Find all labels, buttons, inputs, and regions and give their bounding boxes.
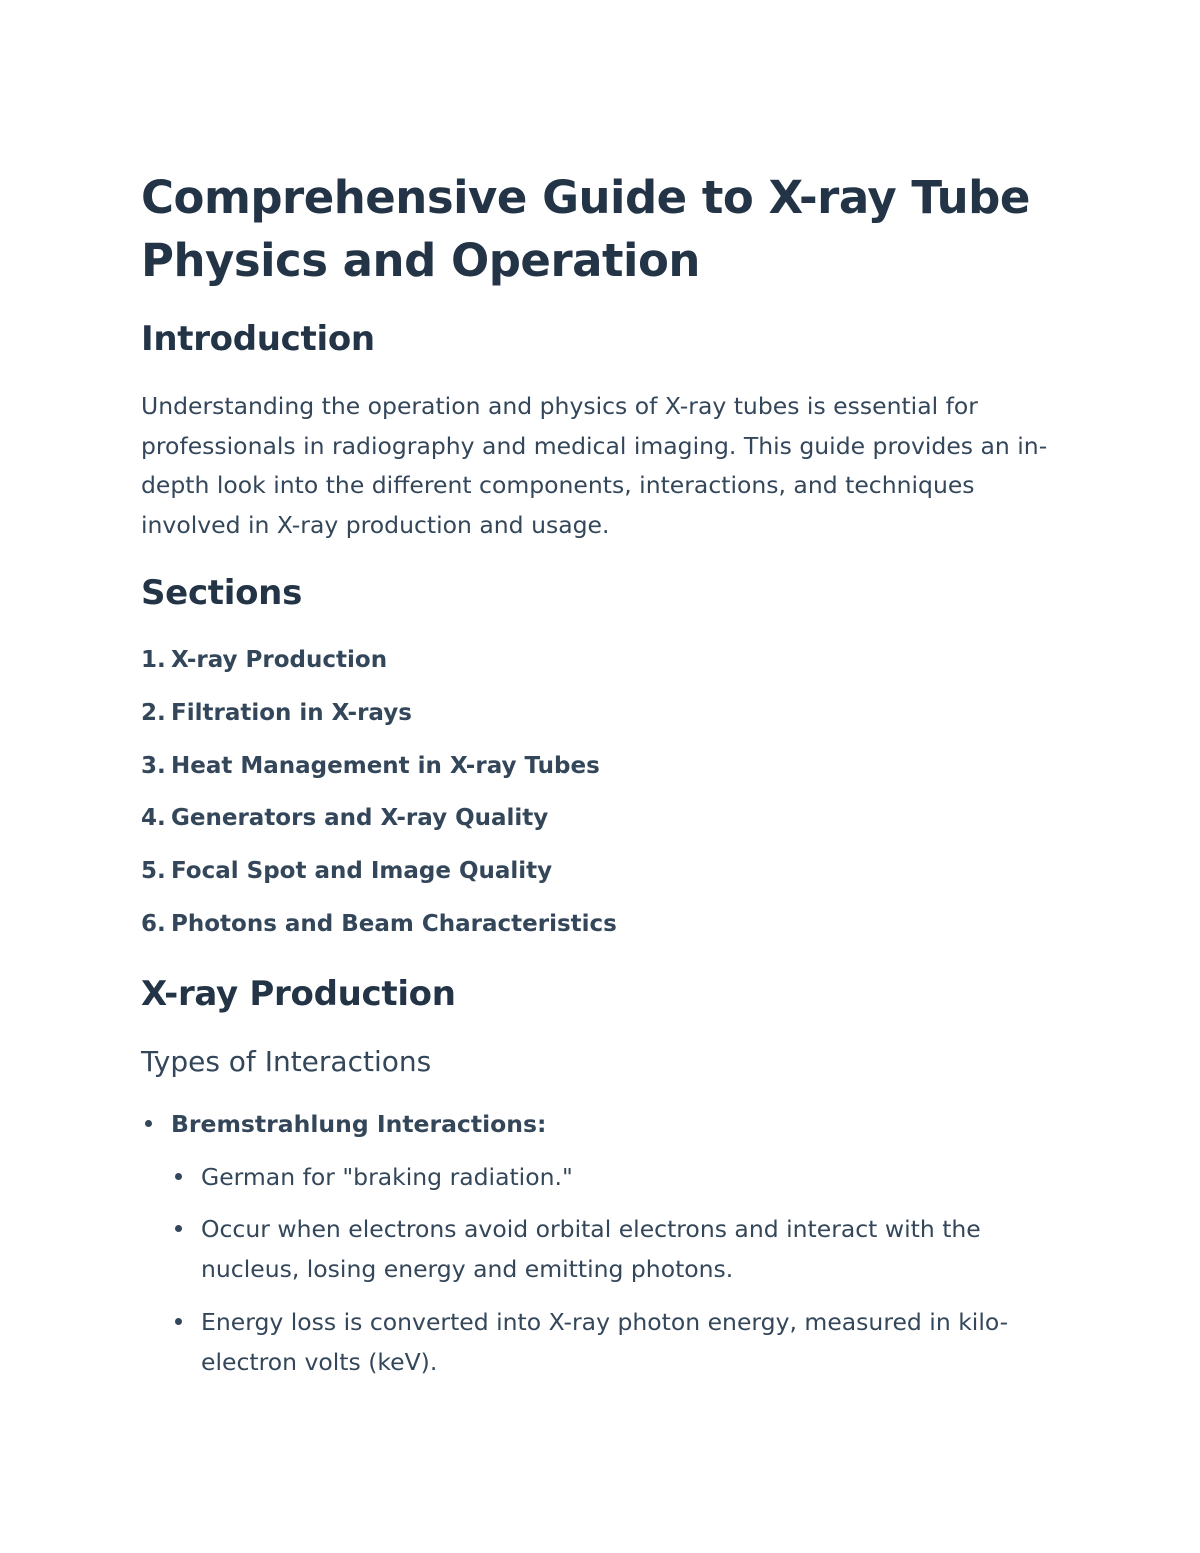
section-number: 3. — [141, 752, 166, 779]
section-number: 2. — [141, 699, 166, 726]
section-item — [141, 746, 617, 799]
sub-bullet-item — [171, 1209, 1051, 1289]
document-title: Comprehensive Guide to X-ray Tube Physics and Operation — [141, 171, 1030, 287]
types-of-interactions-subheading: Types of Interactions — [141, 1045, 432, 1078]
section-label: X-ray Production — [171, 647, 388, 673]
section-item — [141, 851, 617, 904]
section-label: Filtration in X-rays — [171, 699, 412, 726]
xray-production-heading: X-ray Production — [141, 974, 456, 1014]
section-number: 4. — [141, 805, 166, 832]
section-label: Focal Spot and Image Quality — [171, 858, 553, 885]
section-number: 6. — [141, 910, 166, 937]
sub-bullet-item — [171, 1302, 1051, 1382]
sub-bullet-item — [171, 1157, 1051, 1197]
section-item — [141, 640, 617, 693]
sections-list — [141, 640, 617, 957]
section-item — [141, 904, 617, 957]
sub-bullet-text: Occur when electrons avoid orbital electrons and interact with the nucleus, losing energy and emitting photons. — [201, 1215, 981, 1283]
bullet-dot-icon — [175, 1173, 182, 1180]
introduction-heading: Introduction — [141, 319, 375, 359]
section-number: 5. — [141, 858, 166, 885]
sections-heading: Sections — [141, 573, 303, 613]
section-item — [141, 693, 617, 746]
section-label: Photons and Beam Characteristics — [171, 910, 617, 937]
section-item — [141, 798, 617, 851]
section-label: Heat Management in X-ray Tubes — [171, 752, 600, 779]
introduction-text: Understanding the operation and physics of X-ray tubes is essential for professionals in radiography and medical imaging. This guide provides an in-depth look into the different components, interactions, and techniques involved in X-ray production and usage. — [141, 392, 1048, 539]
section-number: 1. — [141, 647, 166, 673]
sub-bullet-text: Energy loss is converted into X-ray photon energy, measured in kilo-electron volts (keV). — [201, 1308, 1009, 1376]
bullet-dot-icon — [175, 1318, 182, 1325]
bullet-dot-icon — [145, 1120, 152, 1127]
section-label: Generators and X-ray Quality — [171, 805, 549, 832]
sub-bullet-text: German for "braking radiation." — [201, 1163, 573, 1191]
bremstrahlung-label: Bremstrahlung Interactions: — [171, 1110, 547, 1138]
bullet-dot-icon — [175, 1225, 182, 1232]
